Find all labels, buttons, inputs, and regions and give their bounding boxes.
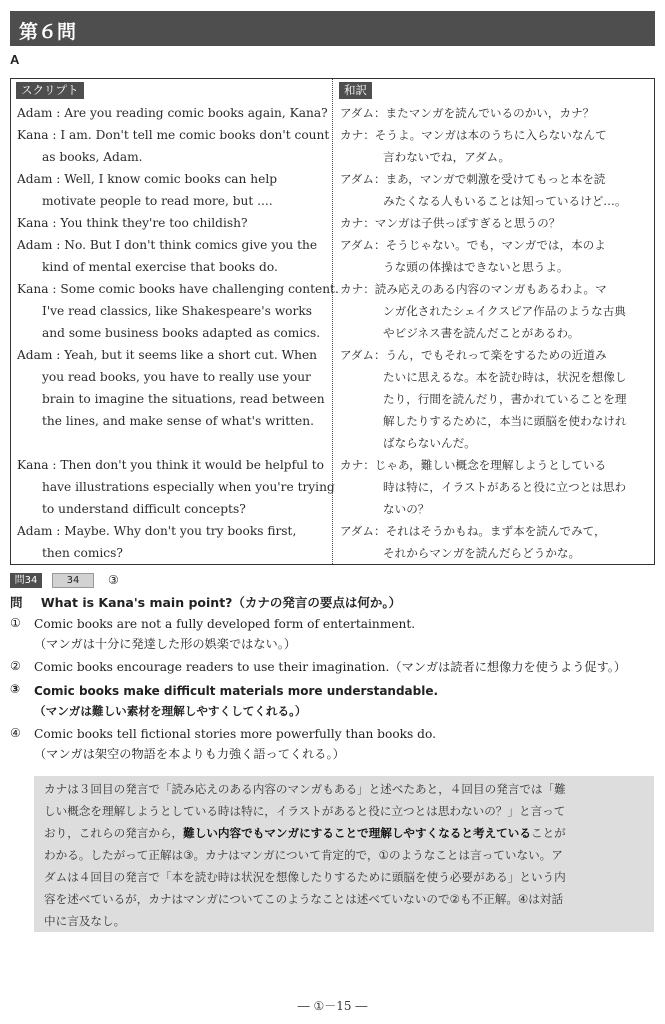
translation-label: 和訳: [339, 82, 372, 99]
question-number-tag: 問34: [10, 573, 42, 588]
translation-line: カナ：読み応えのある内容のマンガもあるわよ。マ: [340, 282, 607, 296]
option-en: Comic books encourage readers to use their imagination.（マンガは読者に想像力を使うよう促す。）: [34, 660, 627, 674]
translation-line: みたくなる人もいることは知っているけど…。: [383, 194, 627, 208]
script-line: motivate people to read more, but ....: [42, 194, 273, 208]
page-header: [10, 11, 655, 46]
translation-line: アダム：そうじゃない。でも，マンガでは，本のよ: [340, 238, 606, 252]
script-line: brain to imagine the situations, read between: [42, 392, 325, 406]
translation-line: アダム：まあ，マンガで刺激を受けてもっと本を読: [340, 172, 606, 186]
option-en: Comic books are not a fully developed form of entertainment.: [34, 617, 416, 631]
script-label: スクリプト: [16, 82, 84, 99]
translation-line: 言わないでね，アダム。: [383, 150, 511, 164]
script-line: Adam : Are you reading comic books again, Kana?: [17, 106, 328, 120]
dialogue-box: [10, 78, 655, 565]
script-line: you read books, you have to really use your: [42, 370, 311, 384]
script-line: Adam : Yeah, but it seems like a short cut. When: [17, 348, 318, 362]
script-line: Kana : I am. Don't tell me comic books don't count: [17, 128, 330, 142]
option-number: ③: [10, 682, 21, 696]
translation-line: ンガ化されたシェイクスピア作品のような古典: [383, 304, 626, 318]
translation-line: ばならないんだ。: [383, 436, 476, 450]
option-number: ①: [10, 616, 21, 630]
explanation-line: 中に言及なし。: [44, 914, 126, 928]
translation-line: カナ：マンガは子供っぽすぎると思うの？: [340, 216, 561, 230]
explanation-line: カナは３回目の発言で「読み応えのある内容のマンガもある」と述べたあと，４回目の発言では「難: [44, 782, 566, 796]
option-number: ②: [10, 659, 21, 673]
translation-line: アダム：うん，でもそれって楽をするための近道み: [340, 348, 607, 362]
script-line: Kana : You think they're too childish?: [17, 216, 248, 230]
question-text: [10, 593, 401, 611]
translation-line: ないの？: [383, 502, 430, 516]
script-line: to understand difficult concepts?: [42, 502, 246, 516]
script-line: the lines, and make sense of what's written.: [42, 414, 314, 428]
script-line: have illustrations especially when you're trying: [42, 480, 335, 494]
question-prefix: 問: [10, 595, 23, 610]
explanation-box: [34, 776, 654, 932]
script-line: Adam : No. But I don't think comics give you the: [17, 238, 318, 252]
translation-line: 時は特に，イラストがあると役に立つとは思わ: [383, 480, 627, 494]
translation-line: カナ：じゃあ，難しい概念を理解しようとしている: [340, 458, 607, 472]
translation-line: アダム：またマンガを読んでいるのかい，カナ？: [340, 106, 595, 120]
option-number: ④: [10, 726, 21, 740]
script-line: Adam : Well, I know comic books can help: [17, 172, 278, 186]
script-line: Adam : Maybe. Why don't you try books first,: [17, 524, 297, 538]
translation-line: たいに思えるな。本を読む時は，状況を想像し: [383, 370, 627, 384]
script-line: and some business books adapted as comics.: [42, 326, 321, 340]
script-line: as books, Adam.: [42, 150, 143, 164]
option-en-correct: Comic books make difficult materials more understandable.: [34, 684, 439, 698]
answer-box: 34: [52, 573, 94, 588]
option-ja: （マンガは十分に発達した形の娯楽ではない。）: [34, 637, 297, 651]
option-ja-correct: （マンガは難しい素材を理解しやすくしてくれる。）: [34, 704, 307, 718]
section-label: A: [10, 52, 20, 67]
explanation-line: わかる。したがって正解は③。カナはマンガについて肯定的で，①のようなことは言っていない。ア: [44, 848, 563, 862]
page-number: ― ①－15 ―: [297, 999, 368, 1013]
translation-line: うな頭の体操はできないと思うよ。: [383, 260, 569, 274]
translation-line: やビジネス書を読んだことがあるわ。: [383, 326, 580, 340]
explanation-line: ダムは４回目の発言で「本を読む時は状況を想像したりするために頭脳を使う必要がある」という内: [44, 870, 566, 884]
option-ja: （マンガは架空の物語を本よりも力強く語ってくれる。）: [34, 747, 345, 761]
header-title: 第６問: [19, 21, 77, 43]
option-en: Comic books tell fictional stories more powerfully than books do.: [34, 727, 436, 741]
explanation-line: 容を述べているが，カナはマンガについてこのようなことは述べていないので②も不正解。④は対話: [44, 892, 564, 906]
script-line: I've read classics, like Shakespeare's works: [42, 304, 312, 318]
script-line: Kana : Some comic books have challenging content.: [17, 282, 339, 296]
explanation-emphasis: 難しい内容でもマンガにすることで理解しやすくなると考えている: [183, 826, 531, 840]
script-line: kind of mental exercise that books do.: [42, 260, 278, 274]
script-line: Kana : Then don't you think it would be helpful to: [17, 458, 324, 472]
translation-line: カナ：そうよ。マンガは本のうちに入らないなんて: [340, 128, 607, 142]
answer-mark: ③: [108, 573, 119, 587]
explanation-line: しい概念を理解しようとしている時は特に，イラストがあると役に立つとは思わないの？」と言って: [44, 804, 566, 818]
translation-line: それからマンガを読んだらどうかな。: [383, 546, 581, 560]
translation-line: アダム：それはそうかもね。まず本を読んでみて，: [340, 524, 606, 538]
explanation-line: おり，これらの発言から，難しい内容でもマンガにすることで理解しやすくなると考えていることが: [44, 826, 566, 840]
question-body: What is Kana's main point?（カナの発言の要点は何か。）: [40, 595, 402, 610]
translation-line: 解したりするために，本当に頭脳を使わなけれ: [383, 414, 627, 428]
script-line: then comics?: [42, 546, 123, 560]
translation-line: たり，行間を読んだり，書かれていることを理: [383, 392, 627, 406]
